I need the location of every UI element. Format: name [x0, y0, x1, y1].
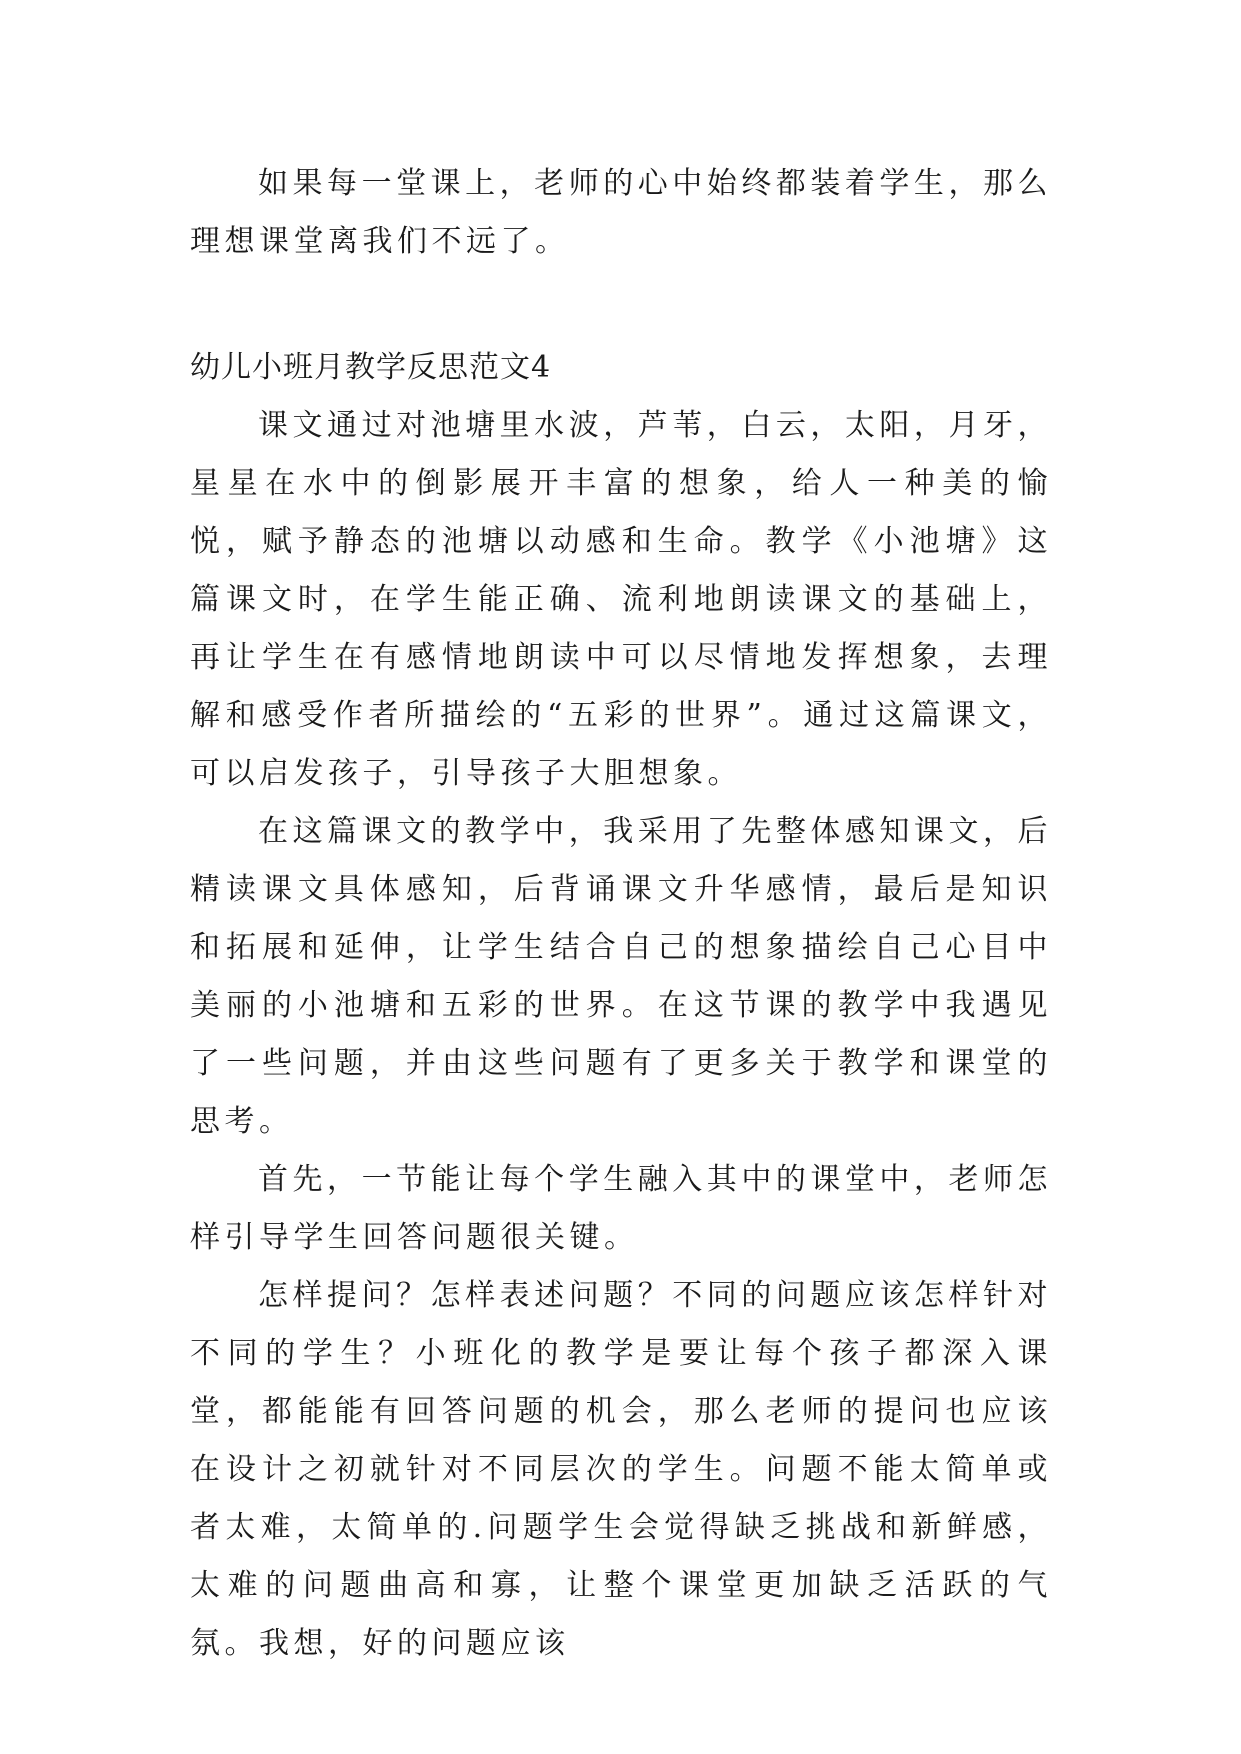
- body-paragraph: 怎样提问？怎样表述问题？不同的问题应该怎样针对不同的学生？小班化的教学是要让每个孩子都深入课堂，都能能有回答问题的机会，那么老师的提问也应该在设计之初就针对不同层次的学生。问题不能太简单或者太难，太简单的.问题学生会觉得缺乏挑战和新鲜感，太难的问题曲高和寡，让整个课堂更加缺乏活跃的气氛。我想，好的问题应该: [190, 1278, 1052, 1661]
- document-page: [190, 155, 1052, 1673]
- intro-paragraph: 如果每一堂课上，老师的心中始终都装着学生，那么理想课堂离我们不远了。: [190, 166, 1052, 259]
- body-paragraph: 在这篇课文的教学中，我采用了先整体感知课文，后精读课文具体感知，后背诵课文升华感情，最后是知识和拓展和延伸，让学生结合自己的想象描绘自己心目中美丽的小池塘和五彩的世界。在这节课的教学中我遇见了一些问题，并由这些问题有了更多关于教学和课堂的思考。: [190, 814, 1052, 1139]
- body-paragraph: 课文通过对池塘里水波，芦苇，白云，太阳，月牙，星星在水中的倒影展开丰富的想象，给人一种美的愉悦，赋予静态的池塘以动感和生命。教学《小池塘》这篇课文时，在学生能正确、流利地朗读课文的基础上，再让学生在有感情地朗读中可以尽情地发挥想象，去理解和感受作者所描绘的“五彩的世界”。通过这篇课文，可以启发孩子，引导孩子大胆想象。: [190, 408, 1052, 791]
- body-paragraph: 首先，一节能让每个学生融入其中的课堂中，老师怎样引导学生回答问题很关键。: [190, 1162, 1052, 1255]
- section-title: 幼儿小班月教学反思范文4: [190, 350, 552, 385]
